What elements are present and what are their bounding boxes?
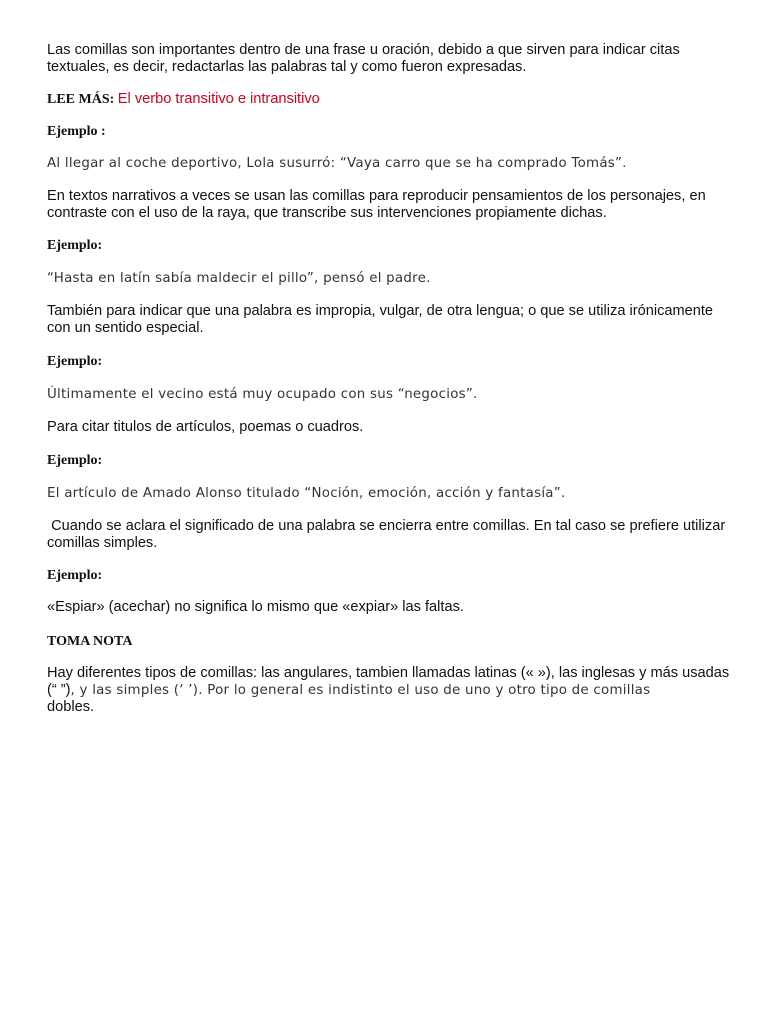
toma-nota-text-3: dobles.: [47, 699, 95, 715]
toma-nota-text-2: , y las simples (‘ ’). Por lo general es indistinto el uso de uno y otro tipo de comillas: [70, 683, 651, 698]
example-label: Ejemplo:: [47, 238, 103, 253]
lee-mas-line: [47, 91, 737, 108]
example-label: Ejemplo:: [47, 354, 103, 369]
example-text: El artículo de Amado Alonso titulado “Noción, emoción, acción y fantasía”.: [47, 486, 566, 501]
document-page: [47, 42, 737, 716]
toma-nota-text-1: Hay diferentes tipos de comillas: las angulares, tambien llamadas latinas (« »), las inglesas y más usadas (“ ”): [47, 665, 730, 698]
example-text: Al llegar al coche deportivo, Lola susurró: “Vaya carro que se ha comprado Tomás”.: [47, 156, 627, 171]
example-text: «Espiar» (acechar) no significa lo mismo que «expiar» las faltas.: [47, 599, 464, 615]
toma-nota-label: TOMA NOTA: [47, 634, 133, 649]
example-label: Ejemplo:: [47, 453, 103, 468]
narrative-paragraph: En textos narrativos a veces se usan las comillas para reproducir pensamientos de los personajes, en contraste con el uso de la raya, que transcribe sus intervenciones propiamente dichas.: [47, 188, 706, 221]
improper-word-paragraph: También para indicar que una palabra es impropia, vulgar, de otra lengua; o que se utiliza irónicamente con un sentido especial.: [47, 303, 714, 336]
example-text: “Hasta en latín sabía maldecir el pillo”, pensó el padre.: [47, 271, 431, 286]
titles-paragraph: Para citar titulos de artículos, poemas o cuadros.: [47, 419, 364, 435]
toma-nota-paragraph: [47, 665, 737, 716]
example-label: Ejemplo:: [47, 568, 103, 583]
lee-mas-link[interactable]: El verbo transitivo e intransitivo: [117, 91, 320, 107]
intro-paragraph: Las comillas son importantes dentro de una frase u oración, debido a que sirven para indicar citas textuales, es decir, redactarlas las palabras tal y como fueron expresadas.: [47, 42, 680, 75]
lee-mas-label: LEE MÁS:: [47, 92, 115, 107]
meaning-paragraph: Cuando se aclara el significado de una palabra se encierra entre comillas. En tal caso se prefiere utilizar comillas simples.: [47, 518, 730, 551]
example-text: Últimamente el vecino está muy ocupado con sus “negocios”.: [47, 387, 478, 402]
example-label: Ejemplo :: [47, 124, 106, 139]
